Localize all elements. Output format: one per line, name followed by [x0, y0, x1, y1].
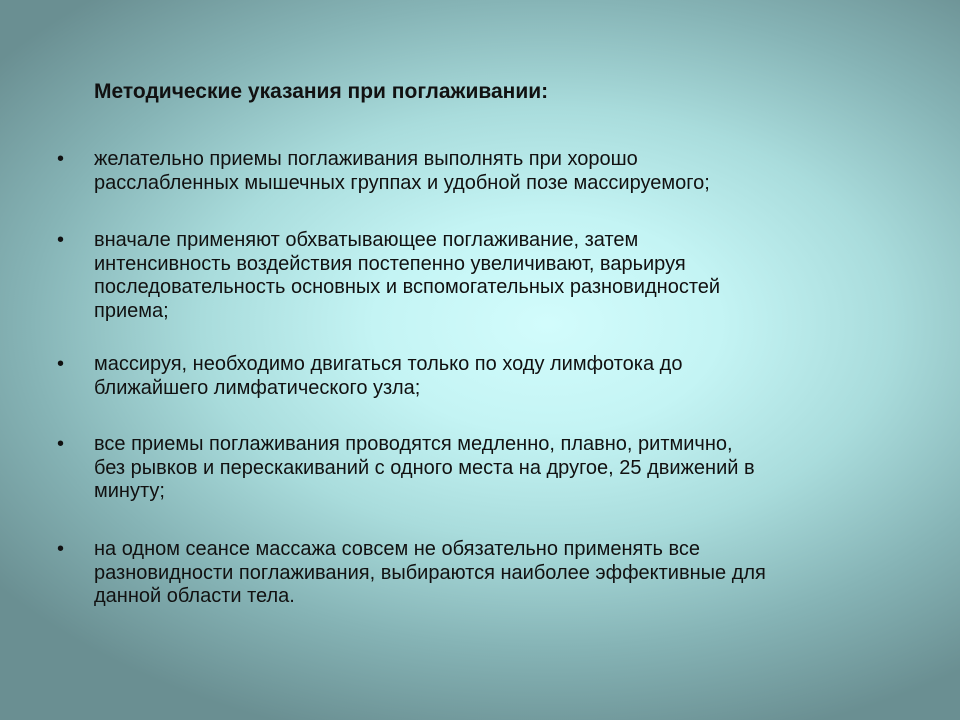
bullet-item — [57, 538, 914, 609]
bullet-line: ближайшего лимфатического узла; — [94, 376, 421, 399]
bullet-line: последовательность основных и вспомогательных разновидностей — [94, 276, 721, 298]
bullet-line: данной области тела. — [94, 585, 295, 607]
bullet-line: разновидности поглаживания, выбираются наиболее эффективные для — [94, 561, 766, 584]
bullet-item — [57, 433, 914, 504]
bullet-line: массируя, необходимо двигаться только по ходу лимфотока до — [94, 353, 683, 375]
bullet-line: интенсивность воздействия постепенно увеличивают, варьируя — [94, 252, 686, 275]
bullet-line: на одном сеансе массажа совсем не обязательно применять все — [94, 538, 701, 560]
slide-title: Методические указания при поглаживании: — [94, 80, 549, 103]
bullet-dot-icon: • — [57, 148, 65, 170]
bullet-item — [57, 229, 914, 323]
bullet-line: желательно приемы поглаживания выполнять при хорошо — [94, 148, 638, 170]
bullet-line: вначале применяют обхватывающее поглаживание, затем — [94, 229, 639, 251]
bullet-line: приема; — [94, 299, 169, 322]
bullet-dot-icon: • — [57, 229, 65, 251]
bullet-line: все приемы поглаживания проводятся медленно, плавно, ритмично, — [94, 433, 733, 455]
bullet-dot-icon: • — [57, 353, 65, 375]
bullet-line: расслабленных мышечных группах и удобной позе массируемого; — [94, 171, 710, 194]
bullet-line: минуту; — [94, 480, 165, 502]
bullet-dot-icon: • — [57, 433, 65, 455]
bullet-item — [57, 353, 914, 400]
bullet-line: без рывков и перескакиваний с одного места на другое, 25 движений в — [94, 456, 755, 479]
bullet-dot-icon: • — [57, 538, 65, 560]
bullet-item — [57, 148, 914, 195]
